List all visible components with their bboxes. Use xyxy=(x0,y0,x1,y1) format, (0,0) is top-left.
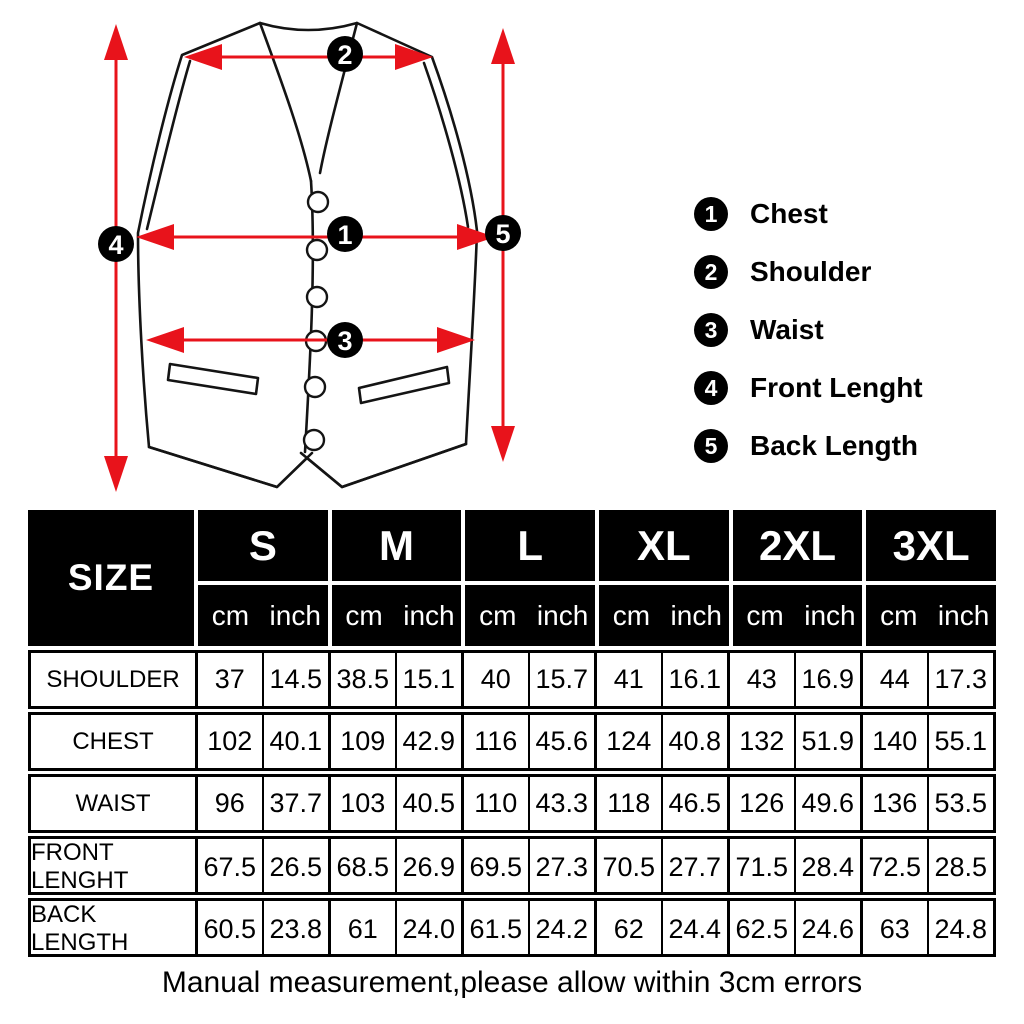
legend-label: Front Lenght xyxy=(750,372,923,403)
size-value: 38.5 xyxy=(328,653,395,706)
size-value: 136 xyxy=(860,777,927,830)
row-label: FRONT LENGHT xyxy=(31,839,129,894)
size-value: 61 xyxy=(328,901,395,957)
size-value: 110 xyxy=(461,777,528,830)
table-row xyxy=(28,650,996,709)
unit-header-s xyxy=(198,585,328,646)
size-value: 15.7 xyxy=(528,653,595,706)
table-row xyxy=(28,836,996,895)
size-value: 62 xyxy=(594,901,661,957)
size-header-l: L xyxy=(465,510,595,581)
size-table-header xyxy=(28,510,996,646)
size-value: 26.5 xyxy=(262,839,329,895)
unit-cm-label: cm xyxy=(479,599,517,631)
unit-header-m xyxy=(332,585,462,646)
size-value: 63 xyxy=(860,901,927,957)
marker-back-length-5 xyxy=(485,215,521,251)
row-label: WAIST xyxy=(75,789,151,817)
size-value: 40.8 xyxy=(661,715,728,768)
size-value: 14.5 xyxy=(262,653,329,706)
marker-chest-1 xyxy=(327,216,363,252)
unit-inch-label: inch xyxy=(670,599,722,631)
size-value: 109 xyxy=(328,715,395,768)
legend-item-chest xyxy=(694,196,923,232)
size-value: 71.5 xyxy=(727,839,794,895)
row-label: CHEST xyxy=(72,727,154,755)
unit-cm-label: cm xyxy=(880,599,918,631)
size-value: 43 xyxy=(727,653,794,706)
size-value: 45.6 xyxy=(528,715,595,768)
legend-item-front-length xyxy=(694,370,923,406)
size-value: 60.5 xyxy=(195,901,262,957)
legend-item-shoulder xyxy=(694,254,923,290)
size-value: 70.5 xyxy=(594,839,661,895)
size-header-corner: SIZE xyxy=(28,510,194,646)
svg-text:3: 3 xyxy=(337,326,353,356)
unit-inch-label: inch xyxy=(536,599,589,631)
measurement-note: Manual measurement,please allow within 3cm errors xyxy=(161,966,863,999)
legend-label: Chest xyxy=(750,198,828,229)
table-row xyxy=(28,712,996,771)
legend-number-badge: 2 xyxy=(694,255,728,289)
size-header-s: S xyxy=(198,510,328,581)
size-value: 46.5 xyxy=(661,777,728,830)
size-value: 23.8 xyxy=(262,901,329,957)
size-value: 103 xyxy=(328,777,395,830)
size-value: 41 xyxy=(594,653,661,706)
size-value: 72.5 xyxy=(860,839,927,895)
legend-number-badge: 4 xyxy=(694,371,728,405)
size-value: 24.8 xyxy=(927,901,994,957)
size-value: 49.6 xyxy=(794,777,861,830)
size-value: 15.1 xyxy=(395,653,462,706)
svg-text:2: 2 xyxy=(337,40,353,70)
size-value: 24.6 xyxy=(794,901,861,957)
legend-label: Shoulder xyxy=(750,256,872,287)
legend-number-badge: 5 xyxy=(694,429,728,463)
legend-number-badge: 3 xyxy=(694,313,728,347)
size-table xyxy=(28,510,996,960)
size-value: 44 xyxy=(860,653,927,706)
size-header-m: M xyxy=(332,510,462,581)
size-value: 68.5 xyxy=(328,839,395,895)
size-value: 37.7 xyxy=(262,777,329,830)
size-value: 124 xyxy=(594,715,661,768)
size-value: 17.3 xyxy=(927,653,994,706)
table-row xyxy=(28,774,996,833)
size-value: 40.5 xyxy=(395,777,462,830)
legend-label: Back Length xyxy=(750,430,919,461)
size-value: 140 xyxy=(860,715,927,768)
unit-inch-label: inch xyxy=(403,599,455,631)
size-value: 26.9 xyxy=(395,839,462,895)
size-value: 116 xyxy=(461,715,528,768)
size-value: 40 xyxy=(461,653,528,706)
unit-header-3xl xyxy=(866,585,996,646)
size-header-2xl: 2XL xyxy=(733,510,863,581)
size-value: 67.5 xyxy=(195,839,262,895)
legend-number-badge: 1 xyxy=(694,197,728,231)
marker-waist-3 xyxy=(327,322,363,358)
unit-header-2xl xyxy=(733,585,863,646)
size-value: 27.7 xyxy=(661,839,728,895)
size-value: 118 xyxy=(594,777,661,830)
legend-item-waist xyxy=(694,312,923,348)
legend-label: Waist xyxy=(750,314,824,345)
unit-cm-label: cm xyxy=(211,599,250,631)
size-value: 42.9 xyxy=(395,715,462,768)
measurement-legend xyxy=(694,196,923,486)
unit-inch-label: inch xyxy=(804,599,856,631)
row-label: BACK LENGTH xyxy=(31,901,129,956)
size-value: 126 xyxy=(727,777,794,830)
size-value: 37 xyxy=(195,653,262,706)
svg-text:4: 4 xyxy=(108,230,124,260)
size-value: 24.2 xyxy=(528,901,595,957)
legend-item-back-length xyxy=(694,428,923,464)
unit-inch-label: inch xyxy=(269,599,321,631)
marker-front-length-4 xyxy=(98,226,134,262)
size-value: 53.5 xyxy=(927,777,994,830)
size-value: 62.5 xyxy=(727,901,794,957)
unit-cm-label: cm xyxy=(345,599,383,631)
size-value: 61.5 xyxy=(461,901,528,957)
size-value: 102 xyxy=(195,715,262,768)
size-value: 16.1 xyxy=(661,653,728,706)
table-row xyxy=(28,898,996,957)
size-value: 28.4 xyxy=(794,839,861,895)
size-value: 16.9 xyxy=(794,653,861,706)
unit-header-xl xyxy=(599,585,729,646)
size-value: 28.5 xyxy=(927,839,994,895)
size-value: 24.0 xyxy=(395,901,462,957)
vest-measurement-diagram xyxy=(0,0,660,506)
size-header-3xl: 3XL xyxy=(866,510,996,581)
size-value: 55.1 xyxy=(927,715,994,768)
marker-shoulder-2 xyxy=(327,36,363,72)
size-value: 40.1 xyxy=(262,715,329,768)
svg-text:5: 5 xyxy=(495,219,511,249)
row-label: SHOULDER xyxy=(46,665,180,693)
size-value: 24.4 xyxy=(661,901,728,957)
size-value: 69.5 xyxy=(461,839,528,895)
size-value: 27.3 xyxy=(528,839,595,895)
size-value: 132 xyxy=(727,715,794,768)
size-table-body xyxy=(28,650,996,957)
unit-inch-label: inch xyxy=(937,599,990,631)
size-value: 96 xyxy=(195,777,262,830)
size-value: 51.9 xyxy=(794,715,861,768)
unit-cm-label: cm xyxy=(612,599,651,631)
unit-header-l xyxy=(465,585,595,646)
svg-text:1: 1 xyxy=(337,220,353,250)
size-value: 43.3 xyxy=(528,777,595,830)
unit-cm-label: cm xyxy=(746,599,784,631)
size-header-xl: XL xyxy=(599,510,729,581)
